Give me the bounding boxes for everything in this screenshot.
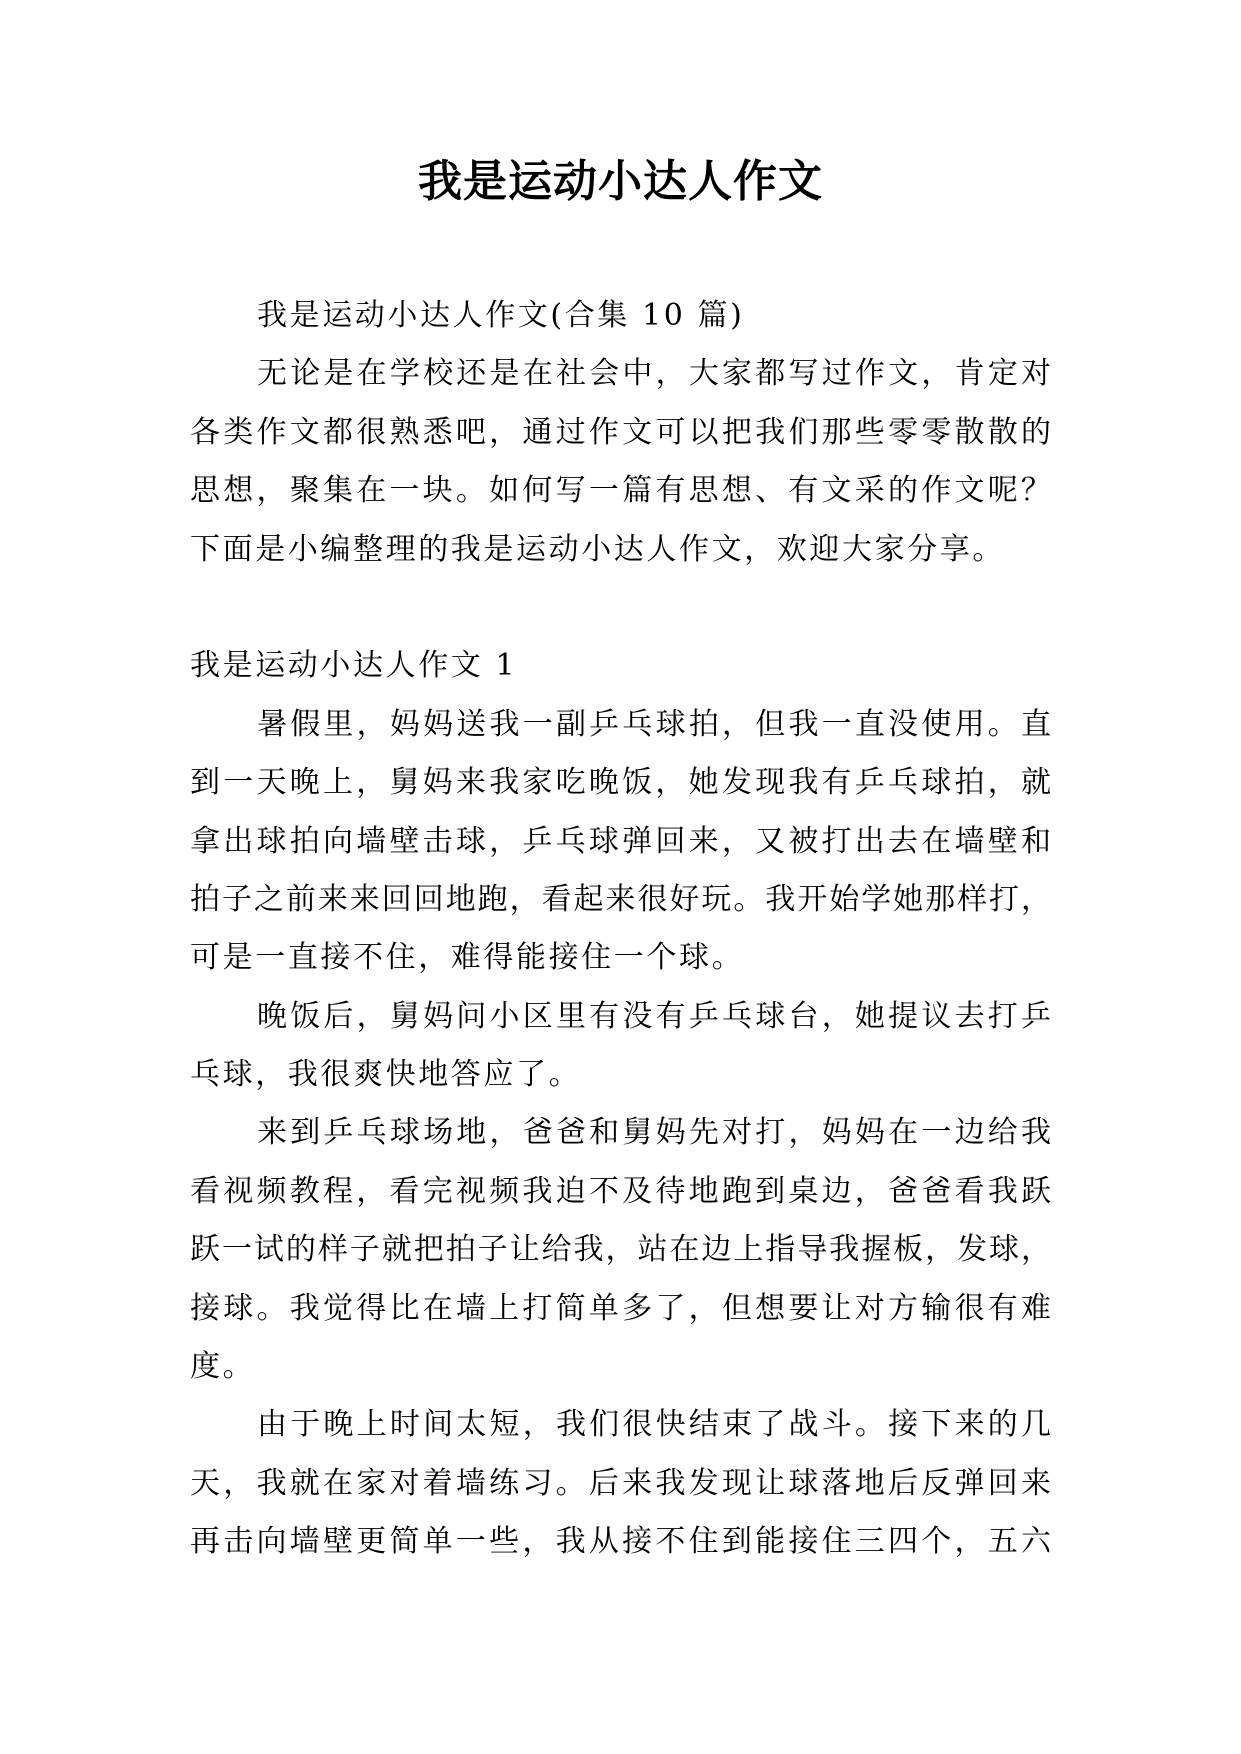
- text-line: 看视频教程，看完视频我迫不及待地跑到桌边，爸爸看我跃: [190, 1173, 1051, 1209]
- text-line: 天，我就在家对着墙练习。后来我发现让球落地后反弹回来: [190, 1465, 1051, 1501]
- paragraph: [190, 1396, 1051, 1571]
- section-heading: 我是运动小达人作文 1: [190, 648, 518, 684]
- text-line: 跃一试的样子就把拍子让给我，站在边上指导我握板，发球，: [190, 1232, 1051, 1268]
- text-line: 拍子之前来来回回地跑，看起来很好玩。我开始学她那样打，: [190, 881, 1051, 917]
- paragraph: [190, 1104, 1051, 1396]
- blank-line: [190, 579, 1051, 637]
- text-line: 下面是小编整理的我是运动小达人作文，欢迎大家分享。: [190, 531, 1005, 567]
- text-line: 度。: [190, 1349, 256, 1385]
- text-line: 思想，聚集在一块。如何写一篇有思想、有文采的作文呢？: [190, 473, 1051, 509]
- intro-paragraph: [190, 345, 1051, 579]
- text-line: 接球。我觉得比在墙上打简单多了，但想要让对方输很有难: [190, 1290, 1051, 1326]
- text-line: 暑假里，妈妈送我一副乒乓球拍，但我一直没使用。直: [257, 706, 1051, 742]
- text-line: 来到乒乓球场地，爸爸和舅妈先对打，妈妈在一边给我: [257, 1115, 1051, 1151]
- document-title: 我是运动小达人作文: [418, 156, 823, 207]
- text-line: 晚饭后，舅妈问小区里有没有乒乓球台，她提议去打乒: [257, 998, 1051, 1034]
- collection-subtitle: 我是运动小达人作文(合集 10 篇): [257, 298, 745, 333]
- text-line: 再击向墙壁更简单一些，我从接不住到能接住三四个，五六: [190, 1524, 1051, 1560]
- text-line: 可是一直接不住，难得能接住一个球。: [190, 940, 745, 976]
- paragraph: [190, 696, 1051, 988]
- text-line: 到一天晚上，舅妈来我家吃晚饭，她发现我有乒乓球拍，就: [190, 765, 1051, 801]
- text-line: 各类作文都很熟悉吧，通过作文可以把我们那些零零散散的: [190, 414, 1051, 450]
- paragraph: [190, 988, 1051, 1105]
- document-body: [190, 287, 1051, 1572]
- text-line: 拿出球拍向墙壁击球，乒乓球弹回来，又被打出去在墙壁和: [190, 823, 1051, 859]
- text-line: 无论是在学校还是在社会中，大家都写过作文，肯定对: [257, 356, 1051, 392]
- text-line: 由于晚上时间太短，我们很快结束了战斗。接下来的几: [257, 1407, 1051, 1443]
- text-line: 乓球，我很爽快地答应了。: [190, 1057, 582, 1093]
